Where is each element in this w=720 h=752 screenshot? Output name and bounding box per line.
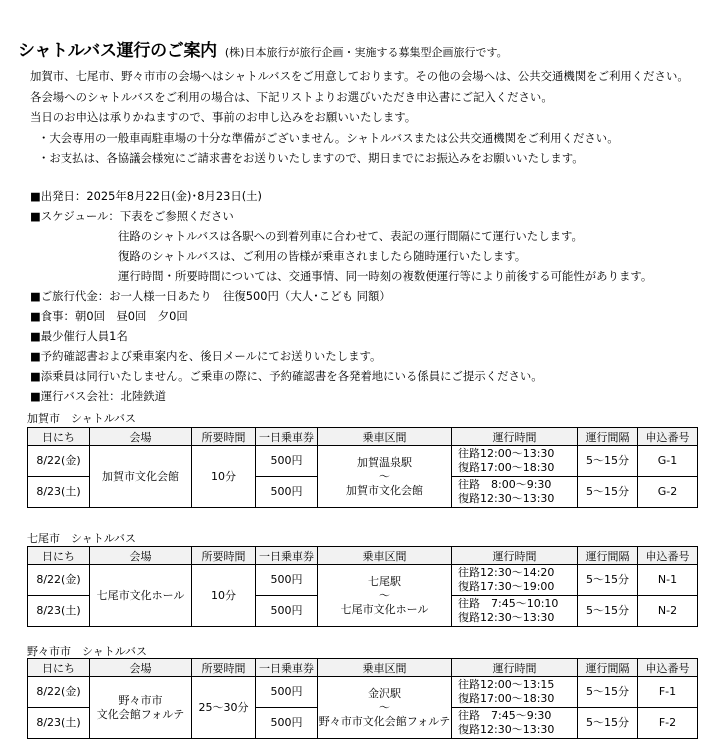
outbound-time: 往路 7:45～10:10	[458, 597, 559, 610]
interval-cell: 5～15分	[578, 565, 638, 596]
ticket-cell: 500円	[256, 446, 318, 477]
departure-date: ■出発日：2025年8月22日(金)･8月23日(土)	[30, 189, 263, 203]
header-venue: 会場	[90, 659, 192, 677]
header-interval: 運行間隔	[578, 659, 638, 677]
route-to: 七尾市文化ホール	[340, 602, 429, 616]
route-from: 加賀温泉駅	[357, 455, 412, 469]
header-time: 運行時間	[452, 547, 578, 565]
date-cell: 8/22(金)	[28, 565, 90, 596]
venue-cell: 加賀市文化会館	[90, 446, 192, 508]
date-cell: 8/23(土)	[28, 596, 90, 627]
route-cell	[318, 446, 452, 508]
return-time: 復路12:30～13:30	[458, 723, 555, 736]
header-route: 乗車区間	[318, 659, 452, 677]
header-ticket: 一日乗車券	[256, 428, 318, 446]
code-cell: F-2	[638, 708, 698, 739]
header	[18, 36, 508, 61]
header-ticket: 一日乗車券	[256, 659, 318, 677]
intro-line: 当日のお申込は承りかねますので、事前のお申し込みをお願いいたします。	[30, 110, 417, 124]
route-cell	[318, 565, 452, 627]
header-code: 申込番号	[638, 547, 698, 565]
return-time: 復路17:30～19:00	[458, 580, 555, 593]
venue-cell	[90, 677, 192, 739]
time-cell	[452, 446, 578, 477]
page-title: シャトルバス運行のご案内	[18, 41, 217, 61]
return-time: 復路12:30～13:30	[458, 611, 555, 624]
table-row	[28, 565, 698, 596]
route-separator: ～	[379, 469, 390, 483]
interval-cell: 5～15分	[578, 596, 638, 627]
table-header-row	[28, 428, 698, 446]
intro-line: 加賀市、七尾市、野々市市の会場へはシャトルバスをご用意しております。その他の会場へは、公共交通機関をご利用ください。	[30, 69, 689, 83]
header-code: 申込番号	[638, 659, 698, 677]
duration-cell: 10分	[192, 565, 256, 627]
ticket-cell: 500円	[256, 596, 318, 627]
header-code: 申込番号	[638, 428, 698, 446]
bus-operator: ■運行バス会社：北陸鉄道	[30, 389, 167, 403]
min-participants: ■最少催行人員1名	[30, 329, 128, 343]
route-from: 金沢駅	[368, 686, 401, 700]
code-cell: N-2	[638, 596, 698, 627]
date-cell: 8/23(土)	[28, 477, 90, 508]
tour-price: ■ご旅行代金：お一人様一日あたり 往復500円（大人･こども 同額）	[30, 289, 391, 303]
route-separator: ～	[379, 588, 390, 602]
header-duration: 所要時間	[192, 659, 256, 677]
ticket-cell: 500円	[256, 565, 318, 596]
table-header-row	[28, 547, 698, 565]
code-cell: F-1	[638, 677, 698, 708]
schedule-table-nanao	[27, 546, 698, 627]
intro-text	[30, 66, 689, 169]
header-route: 乗車区間	[318, 547, 452, 565]
schedule-note: 運行時間・所要時間については、交通事情、同一時刻の複数便運行等により前後する可能性があります。	[118, 269, 653, 283]
table-row	[28, 446, 698, 477]
time-cell	[452, 596, 578, 627]
route-to: 野々市市文化会館フォルテ	[318, 714, 451, 728]
venue-cell: 七尾市文化ホール	[90, 565, 192, 627]
outbound-time: 往路12:00～13:30	[458, 447, 555, 460]
date-cell: 8/22(金)	[28, 446, 90, 477]
intro-line: 各会場へのシャトルバスをご利用の場合は、下記リストよりお選びいただき申込書にご記入ください。	[30, 89, 553, 104]
return-time: 復路17:00～18:30	[458, 692, 555, 705]
interval-cell: 5～15分	[578, 446, 638, 477]
code-cell: N-1	[638, 565, 698, 596]
section-title-kaga: 加賀市 シャトルバス	[27, 412, 137, 425]
return-time: 復路17:00～18:30	[458, 461, 555, 474]
header-time: 運行時間	[452, 659, 578, 677]
schedule-note: 復路のシャトルバスは、ご利用の皆様が乗車されましたら随時運行いたします。	[118, 249, 527, 263]
outbound-time: 往路12:00～13:15	[458, 678, 555, 691]
header-date: 日にち	[28, 428, 90, 446]
header-date: 日にち	[28, 659, 90, 677]
route-separator: ～	[379, 700, 390, 714]
page-subtitle: (株)日本旅行が旅行企画・実施する募集型企画旅行です。	[224, 46, 508, 59]
confirmation-note: ■予約確認書および乗車案内を、後日メールにてお送りいたします。	[30, 349, 382, 363]
header-venue: 会場	[90, 428, 192, 446]
header-duration: 所要時間	[192, 428, 256, 446]
date-cell: 8/22(金)	[28, 677, 90, 708]
interval-cell: 5～15分	[578, 677, 638, 708]
outbound-time: 往路 7:45～9:30	[458, 709, 552, 722]
header-time: 運行時間	[452, 428, 578, 446]
schedule-table-kaga	[27, 427, 698, 508]
time-cell	[452, 565, 578, 596]
header-route: 乗車区間	[318, 428, 452, 446]
meals: ■食事：朝0回 昼0回 夕0回	[30, 309, 188, 323]
table-header-row	[28, 659, 698, 677]
interval-cell: 5～15分	[578, 477, 638, 508]
ticket-cell: 500円	[256, 677, 318, 708]
venue-line: 文化会館フォルテ	[96, 707, 185, 721]
header-interval: 運行間隔	[578, 428, 638, 446]
route-from: 七尾駅	[368, 574, 401, 588]
time-cell	[452, 477, 578, 508]
route-cell	[318, 677, 452, 739]
schedule-table-nonoichi	[27, 658, 698, 739]
ticket-cell: 500円	[256, 477, 318, 508]
schedule-note: 往路のシャトルバスは各駅への到着列車に合わせて、表記の運行間隔にて運行いたします。	[118, 229, 583, 243]
header-ticket: 一日乗車券	[256, 547, 318, 565]
header-interval: 運行間隔	[578, 547, 638, 565]
ticket-cell: 500円	[256, 708, 318, 739]
outbound-time: 往路 8:00～9:30	[458, 478, 552, 491]
time-cell	[452, 677, 578, 708]
route-to: 加賀市文化会館	[346, 483, 423, 497]
date-cell: 8/23(土)	[28, 708, 90, 739]
section-title-nonoichi: 野々市市 シャトルバス	[27, 645, 148, 658]
escort-note: ■添乗員は同行いたしません。ご乗車の際に、予約確認書を各発着地にいる係員にご提示ください。	[30, 369, 543, 383]
outbound-time: 往路12:30～14:20	[458, 566, 555, 579]
table-row	[28, 677, 698, 708]
duration-cell: 25～30分	[192, 677, 256, 739]
code-cell: G-1	[638, 446, 698, 477]
header-duration: 所要時間	[192, 547, 256, 565]
schedule-label: ■スケジュール：下表をご参照ください	[30, 209, 234, 223]
code-cell: G-2	[638, 477, 698, 508]
header-venue: 会場	[90, 547, 192, 565]
duration-cell: 10分	[192, 446, 256, 508]
time-cell	[452, 708, 578, 739]
interval-cell: 5～15分	[578, 708, 638, 739]
venue-line: 野々市市	[118, 693, 163, 707]
intro-line: ・大会専用の一般車両駐車場の十分な準備がございません。シャトルバスまたは公共交通機関をご利用ください。	[38, 130, 619, 145]
intro-line: ・お支払は、各協議会様宛にご請求書をお送りいたしますので、期日までにお振込みをお願いいたします。	[38, 151, 584, 165]
return-time: 復路12:30～13:30	[458, 492, 555, 505]
section-title-nanao: 七尾市 シャトルバス	[27, 532, 137, 545]
header-date: 日にち	[28, 547, 90, 565]
tour-details	[30, 186, 652, 406]
